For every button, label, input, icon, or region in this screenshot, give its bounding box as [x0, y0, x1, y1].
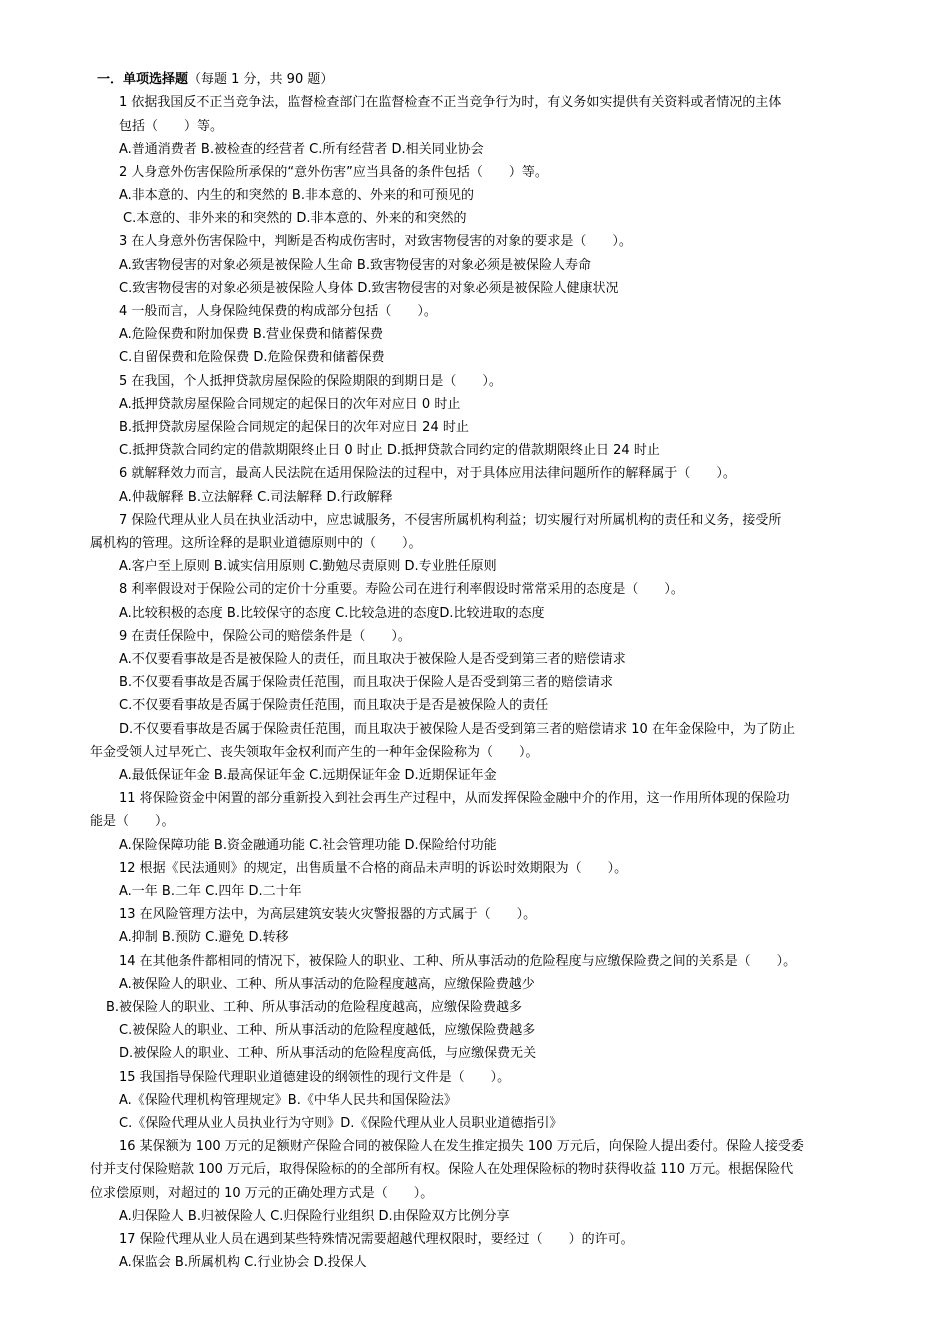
- option-line: C.不仅要看事故是否属于保险责任范围，而且取决于是否是被保险人的责任: [119, 698, 549, 713]
- section-subtitle: （每题 1 分，共 90 题）: [188, 72, 334, 87]
- question-line: 14 在其他条件都相同的情况下，被保险人的职业、工种、所从事活动的危险程度与应缴保险费之间的关系是（ ）。: [119, 954, 797, 969]
- question-line: 5 在我国，个人抵押贷款房屋保险的保险期限的到期日是（ ）。: [119, 374, 502, 389]
- question-line: 年金受领人过早死亡、丧失领取年金权利而产生的一种年金保险称为（ ）。: [90, 745, 539, 760]
- question-line: 12 根据《民法通则》的规定，出售质量不合格的商品未声明的诉讼时效期限为（ ）。: [119, 861, 628, 876]
- question-line: 包括（ ）等。: [119, 119, 224, 134]
- option-line: A.保监会 B.所属机构 C.行业协会 D.投保人: [119, 1255, 367, 1270]
- question-line: 8 利率假设对于保险公司的定价十分重要。寿险公司在进行利率假设时常常采用的态度是（ ）。: [119, 582, 684, 597]
- question-line: 位求偿原则，对超过的 10 万元的正确处理方式是（ ）。: [90, 1186, 434, 1201]
- option-line: A.比较积极的态度 B.比较保守的态度 C.比较急进的态度D.比较进取的态度: [119, 606, 545, 621]
- option-line: A.一年 B.二年 C.四年 D.二十年: [119, 884, 302, 899]
- option-line: A.危险保费和附加保费 B.营业保费和储蓄保费: [119, 327, 383, 342]
- option-line: C.致害物侵害的对象必须是被保险人身体 D.致害物侵害的对象必须是被保险人健康状况: [119, 281, 619, 296]
- option-line: A.不仅要看事故是否是被保险人的责任，而且取决于被保险人是否受到第三者的赔偿请求: [119, 652, 626, 667]
- option-line: D.被保险人的职业、工种、所从事活动的危险程度高低，与应缴保费无关: [119, 1046, 537, 1061]
- option-line: A.归保险人 B.归被保险人 C.归保险行业组织 D.由保险双方比例分享: [119, 1209, 510, 1224]
- option-line: D.不仅要看事故是否属于保险责任范围，而且取决于被保险人是否受到第三者的赔偿请求 10 在年金保险中，为了防止: [119, 722, 795, 737]
- question-line: 17 保险代理从业人员在遇到某些特殊情况需要超越代理权限时，要经过（ ）的许可。: [119, 1232, 634, 1247]
- option-line: B.被保险人的职业、工种、所从事活动的危险程度越高，应缴保险费越多: [106, 1000, 523, 1015]
- option-line: B.不仅要看事故是否属于保险责任范围，而且取决于保险人是否受到第三者的赔偿请求: [119, 675, 614, 690]
- section-heading: [97, 72, 333, 88]
- question-line: 16 某保额为 100 万元的足额财产保险合同的被保险人在发生推定损失 100 万元后，向保险人提出委付。保险人接受委: [119, 1139, 804, 1154]
- question-line: 3 在人身意外伤害保险中，判断是否构成伤害时，对致害物侵害的对象的要求是（ ）。: [119, 234, 632, 249]
- section-title: 一．单项选择题: [97, 72, 189, 87]
- option-line: C.自留保费和危险保费 D.危险保费和储蓄保费: [119, 350, 385, 365]
- question-line: 13 在风险管理方法中，为高层建筑安装火灾警报器的方式属于（ ）。: [119, 907, 537, 922]
- question-line: 1 依据我国反不正当竞争法，监督检查部门在监督检查不正当竞争行为时，有义务如实提供有关资料或者情况的主体: [119, 95, 782, 110]
- option-line: A.抵押贷款房屋保险合同规定的起保日的次年对应日 0 时止: [119, 397, 461, 412]
- option-line: C.本意的、非外来的和突然的 D.非本意的、外来的和突然的: [123, 211, 467, 226]
- question-line: 11 将保险资金中闲置的部分重新投入到社会再生产过程中，从而发挥保险金融中介的作用，这一作用所体现的保险功: [119, 791, 790, 806]
- question-line: 4 一般而言，人身保险纯保费的构成部分包括（ ）。: [119, 304, 437, 319]
- option-line: A.《保险代理机构管理规定》B.《中华人民共和国保险法》: [119, 1093, 457, 1108]
- option-line: A.普通消费者 B.被检查的经营者 C.所有经营者 D.相关同业协会: [119, 142, 484, 157]
- option-line: A.致害物侵害的对象必须是被保险人生命 B.致害物侵害的对象必须是被保险人寿命: [119, 258, 591, 273]
- option-line: A.抑制 B.预防 C.避免 D.转移: [119, 930, 289, 945]
- question-line: 2 人身意外伤害保险所承保的“意外伤害”应当具备的条件包括（ ）等。: [119, 165, 548, 180]
- option-line: B.抵押贷款房屋保险合同规定的起保日的次年对应日 24 时止: [119, 420, 469, 435]
- option-line: A.最低保证年金 B.最高保证年金 C.远期保证年金 D.近期保证年金: [119, 768, 497, 783]
- option-line: A.客户至上原则 B.诚实信用原则 C.勤勉尽责原则 D.专业胜任原则: [119, 559, 497, 574]
- question-line: 属机构的管理。这所诠释的是职业道德原则中的（ ）。: [90, 536, 422, 551]
- option-line: A.被保险人的职业、工种、所从事活动的危险程度越高，应缴保险费越少: [119, 977, 535, 992]
- question-line: 6 就解释效力而言，最高人民法院在适用保险法的过程中，对于具体应用法律问题所作的解释属于（ ）。: [119, 466, 736, 481]
- question-line: 9 在责任保险中，保险公司的赔偿条件是（ ）。: [119, 629, 411, 644]
- question-line: 能是（ ）。: [90, 814, 175, 829]
- option-line: C.被保险人的职业、工种、所从事活动的危险程度越低，应缴保险费越多: [119, 1023, 536, 1038]
- option-line: C.《保险代理从业人员执业行为守则》D.《保险代理从业人员职业道德指引》: [119, 1116, 563, 1131]
- option-line: A.仲裁解释 B.立法解释 C.司法解释 D.行政解释: [119, 490, 393, 505]
- option-line: A.非本意的、内生的和突然的 B.非本意的、外来的和可预见的: [119, 188, 474, 203]
- question-line: 15 我国指导保险代理职业道德建设的纲领性的现行文件是（ ）。: [119, 1070, 511, 1085]
- question-line: 7 保险代理从业人员在执业活动中，应忠诚服务，不侵害所属机构利益；切实履行对所属机构的责任和义务，接受所: [119, 513, 782, 528]
- question-line: 付并支付保险赔款 100 万元后，取得保险标的的全部所有权。保险人在处理保险标的物时获得收益 110 万元。根据保险代: [90, 1162, 794, 1177]
- option-line: A.保险保障功能 B.资金融通功能 C.社会管理功能 D.保险给付功能: [119, 838, 497, 853]
- option-line: C.抵押贷款合同约定的借款期限终止日 0 时止 D.抵押贷款合同约定的借款期限终止日 24 时止: [119, 443, 660, 458]
